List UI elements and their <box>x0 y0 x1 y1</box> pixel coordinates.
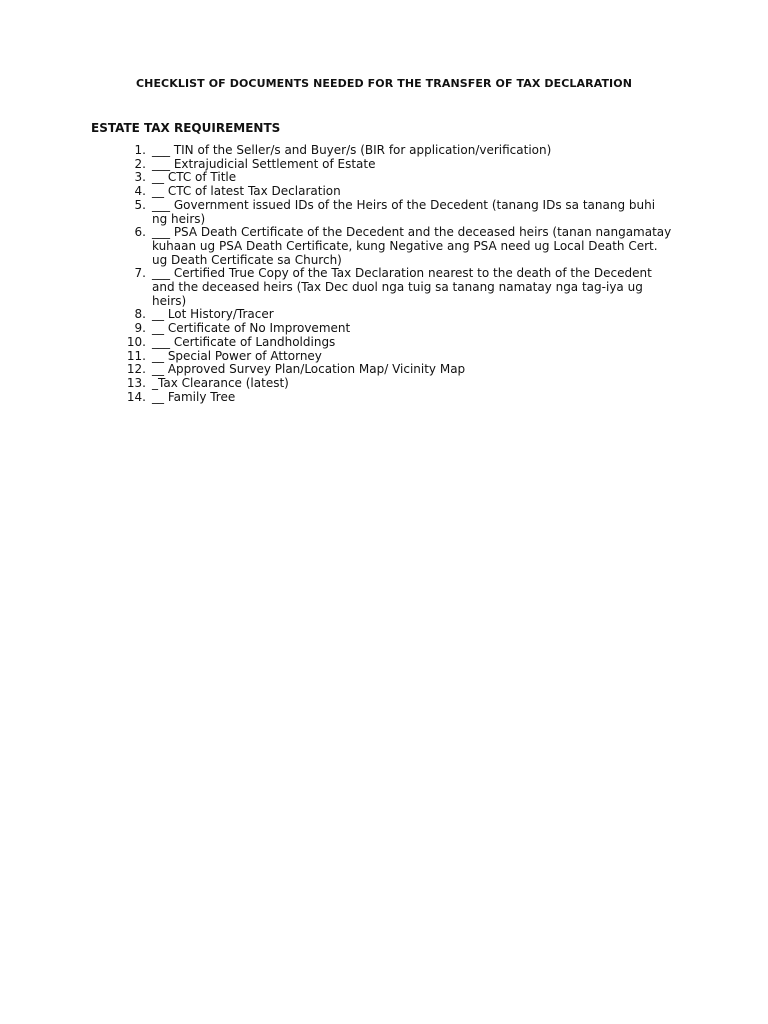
item-number: 2. <box>134 156 146 171</box>
list-item <box>0 336 768 350</box>
item-number: 14. <box>126 389 146 404</box>
list-item <box>0 308 768 322</box>
item-text: ___ Extrajudicial Settlement of Estate <box>152 156 376 171</box>
list-item <box>0 144 768 158</box>
item-text: ___ Government issued IDs of the Heirs of the Decedent (tanang IDs sa tanang buhi ng heirs) <box>152 197 656 226</box>
item-number: 4. <box>134 184 146 199</box>
item-text: __ CTC of latest Tax Declaration <box>152 184 341 199</box>
list-item <box>0 350 768 364</box>
requirements-list <box>0 144 768 404</box>
list-item <box>0 171 768 185</box>
item-text: __ Certificate of No Improvement <box>152 321 351 336</box>
item-number: 1. <box>134 143 146 157</box>
item-number: 6. <box>134 225 146 240</box>
list-item <box>0 158 768 172</box>
list-item <box>0 322 768 336</box>
item-text: __ Family Tree <box>152 389 236 404</box>
item-text: ___ Certified True Copy of the Tax Declaration nearest to the death of the Decedent and the deceased heirs (Tax Dec duol nga tuig sa tanang namatay nga tag-iya ug heirs) <box>152 266 652 308</box>
item-number: 7. <box>134 266 146 281</box>
item-text: ___ PSA Death Certificate of the Decedent and the deceased heirs (tanan nangamatay kuhaan ug PSA Death Certificate, kung Negative ang PSA need ug Local Death Cert. ug Death Certificate sa Church) <box>152 225 672 267</box>
item-text: ___ TIN of the Seller/s and Buyer/s (BIR for application/verification) <box>152 143 552 157</box>
item-text: __ Special Power of Attorney <box>152 348 322 363</box>
list-item <box>0 267 768 308</box>
item-number: 8. <box>134 307 146 322</box>
item-number: 3. <box>134 170 146 185</box>
item-text: __ Approved Survey Plan/Location Map/ Vicinity Map <box>152 362 466 377</box>
list-item <box>0 185 768 199</box>
item-text: _Tax Clearance (latest) <box>152 375 289 390</box>
item-number: 10. <box>126 334 146 349</box>
item-text: __ Lot History/Tracer <box>152 307 274 322</box>
list-item <box>0 391 768 405</box>
item-number: 13. <box>126 375 146 390</box>
item-number: 11. <box>126 348 146 363</box>
item-text: __ CTC of Title <box>152 170 237 185</box>
item-number: 5. <box>134 197 146 212</box>
list-item <box>0 377 768 391</box>
document-title: CHECKLIST OF DOCUMENTS NEEDED FOR THE TRANSFER OF TAX DECLARATION <box>135 77 633 90</box>
item-number: 9. <box>134 321 146 336</box>
section-heading: ESTATE TAX REQUIREMENTS <box>91 121 281 135</box>
item-text: ___ Certificate of Landholdings <box>152 334 336 349</box>
list-item <box>0 363 768 377</box>
item-number: 12. <box>126 362 146 377</box>
list-item <box>0 199 768 226</box>
list-item <box>0 226 768 267</box>
